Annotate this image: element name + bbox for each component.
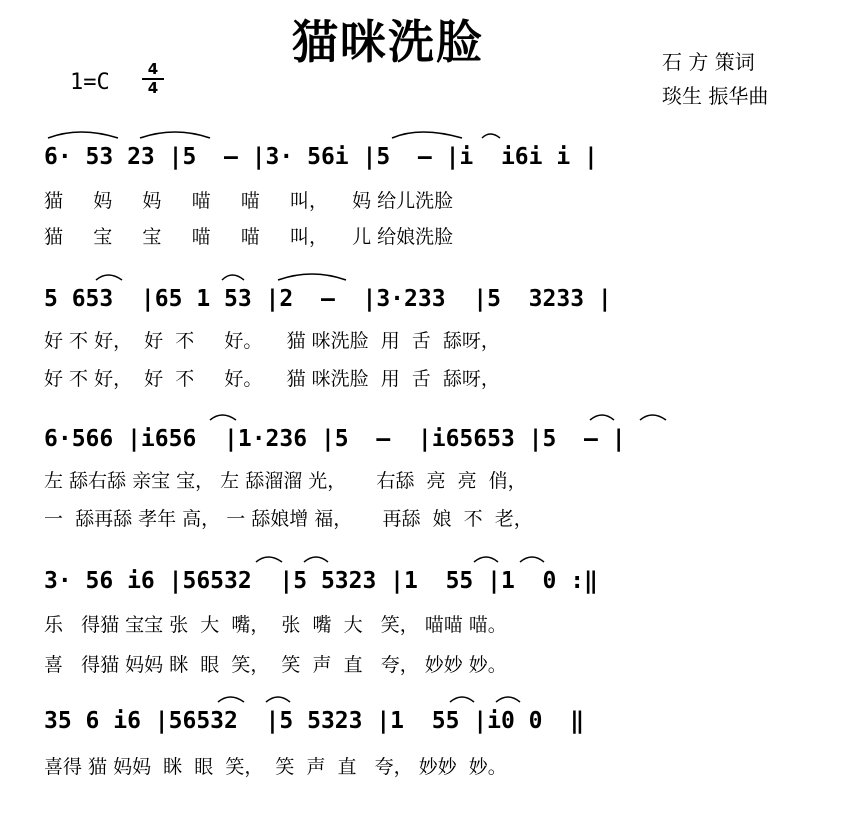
time-signature-top: 4 [147, 60, 159, 78]
notation-line: 35 6 i6 |56532 |5 5323 |1 55 |i0 0 ‖ [44, 708, 585, 734]
lyric-verse-2: 一 舔再舔 孝年 高， 一 舔娘增 福， 再舔 娘 不 老， [44, 508, 533, 530]
slur-marks [0, 564, 858, 604]
lyric-verse-1: 乐 得猫 宝宝 张 大 嘴， 张 嘴 大 笑， 喵喵 喵。 [44, 614, 507, 636]
composer-credit: 琰生 振华曲 [662, 84, 769, 108]
lyric-verse-2: 好 不 好， 好 不 好。 猫 咪洗脸 用 舌 舔呀， [44, 368, 500, 390]
lyric-verse-2: 猫 宝 宝 喵 喵 叫， 儿 给娘洗脸 [44, 226, 454, 248]
lyric-verse-1: 喜得 猫 妈妈 眯 眼 笑， 笑 声 直 夸， 妙妙 妙。 [44, 756, 507, 778]
key-signature: 1=C [70, 70, 110, 95]
notation-line: 6·566 |i656 |1·236 |5 – |i65653 |5 – | [44, 426, 626, 452]
lyric-verse-2: 喜 得猫 妈妈 眯 眼 笑， 笑 声 直 夸， 妙妙 妙。 [44, 654, 507, 676]
lyricist-credit: 石 方 策词 [662, 50, 755, 74]
notation-line: 3· 56 i6 |56532 |5 5323 |1 55 |1 0 :‖ [44, 568, 598, 594]
time-signature-bottom: 4 [147, 79, 159, 97]
notation-line: 5 653 |65 1 53 |2 – |3·233 |5 3233 | [44, 286, 612, 312]
slur-marks [0, 422, 858, 462]
slur-marks [0, 282, 858, 322]
song-title: 猫咪洗脸 [292, 15, 484, 69]
slur-marks [0, 140, 858, 180]
slur-marks [0, 704, 858, 744]
time-signature [142, 62, 164, 96]
lyric-verse-1: 猫 妈 妈 喵 喵 叫， 妈 给儿洗脸 [44, 190, 454, 212]
notation-line: 6· 53 23 |5 – |3· 56i |5 – |i i6i i | [44, 144, 598, 170]
lyric-verse-1: 左 舔右舔 亲宝 宝， 左 舔溜溜 光， 右舔 亮 亮 俏， [44, 470, 527, 492]
lyric-verse-1: 好 不 好， 好 不 好。 猫 咪洗脸 用 舌 舔呀， [44, 330, 500, 352]
